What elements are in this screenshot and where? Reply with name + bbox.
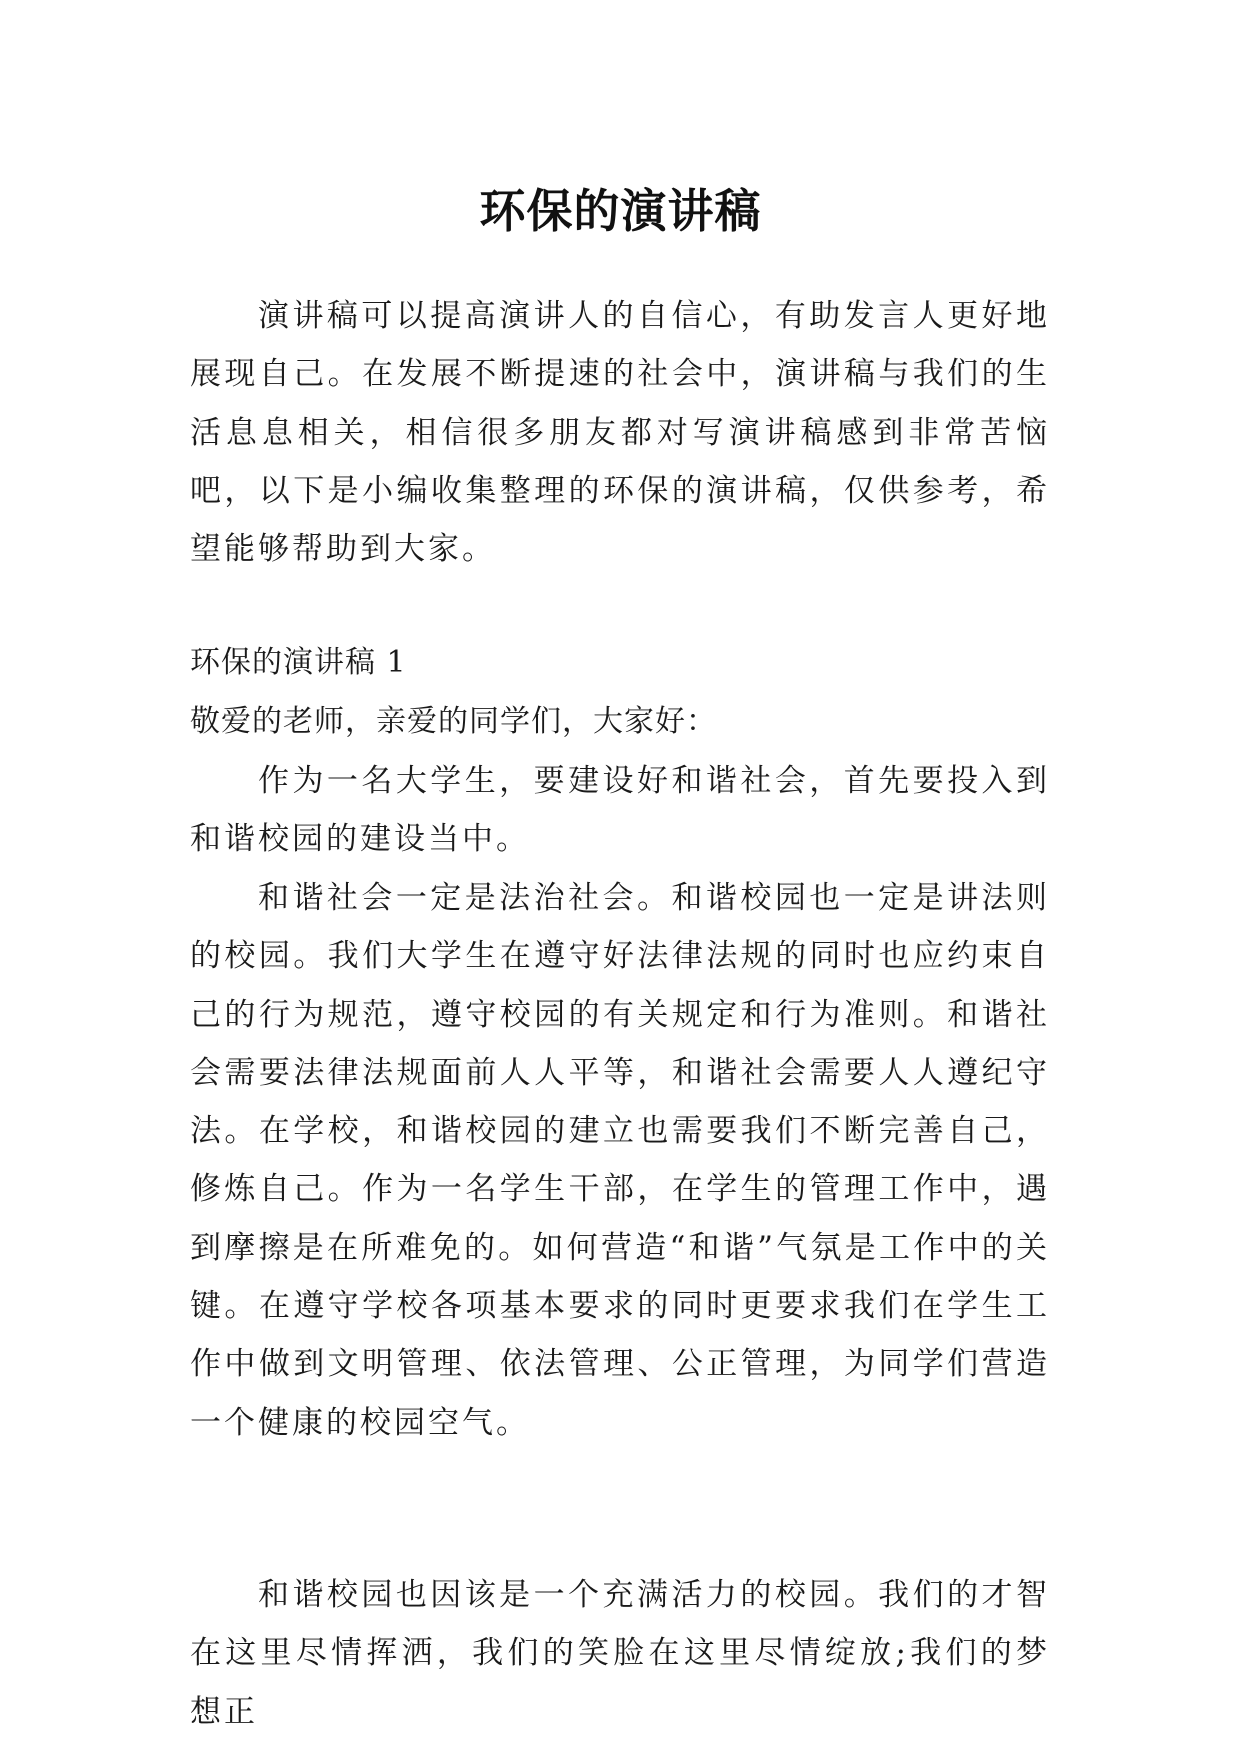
body-paragraph: 和谐社会一定是法治社会。和谐校园也一定是讲法则的校园。我们大学生在遵守好法律法规的同时也应约束自己的行为规范，遵守校园的有关规定和行为准则。和谐社会需要法律法规面前人人平等，和谐社会需要人人遵纪守法。在学校，和谐校园的建立也需要我们不断完善自己，修炼自己。作为一名学生干部，在学生的管理工作中，遇到摩擦是在所难免的。如何营造“和谐”气氛是工作中的关键。在遵守学校各项基本要求的同时更要求我们在学生工作中做到文明管理、依法管理、公正管理，为同学们营造一个健康的校园空气。 bbox=[190, 880, 1050, 1441]
intro-paragraph: 演讲稿可以提高演讲人的自信心，有助发言人更好地展现自己。在发展不断提速的社会中，演讲稿与我们的生活息息相关，相信很多朋友都对写演讲稿感到非常苦恼吧，以下是小编收集整理的环保的演讲稿，仅供参考，希望能够帮助到大家。 bbox=[190, 298, 1050, 568]
greeting-line: 敬爱的老师，亲爱的同学们，大家好： bbox=[190, 704, 717, 739]
section-heading: 环保的演讲稿 1 bbox=[190, 645, 407, 680]
document-title: 环保的演讲稿 bbox=[479, 183, 762, 238]
body-paragraph: 和谐校园也因该是一个充满活力的校园。我们的才智在这里尽情挥洒，我们的笑脸在这里尽情绽放;我们的梦想正 bbox=[190, 1577, 1050, 1730]
body-paragraph: 作为一名大学生，要建设好和谐社会，首先要投入到和谐校园的建设当中。 bbox=[190, 763, 1050, 858]
